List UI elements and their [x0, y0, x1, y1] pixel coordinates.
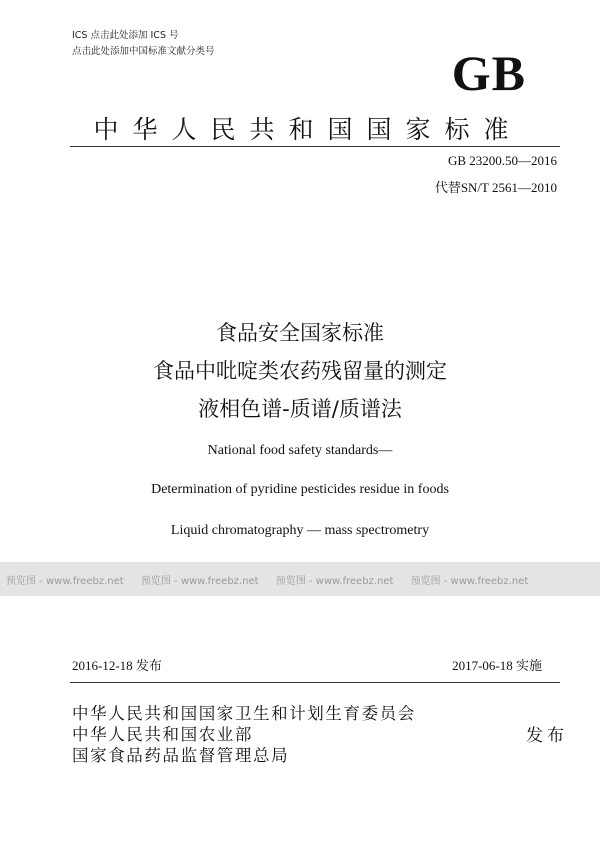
- watermark-text: 预览图 - www.freebz.net: [275, 575, 394, 587]
- ccs-label: 点击此处添加中国标准文献分类号: [72, 46, 215, 57]
- replaces-standard: 代替SN/T 2561—2010: [434, 180, 557, 195]
- issuer-line-3: 国家食品药品监督管理总局: [72, 746, 290, 765]
- en-title-line-2: Determination of pyridine pesticides residue in foods: [151, 482, 449, 497]
- ics-label: ICS 点击此处添加 ICS 号: [72, 30, 179, 41]
- cn-title-line-2: 食品中吡啶类农药残留量的测定: [153, 359, 447, 383]
- standard-number: GB 23200.50—2016: [447, 153, 557, 168]
- top-divider: [70, 146, 560, 147]
- issuer-line-2: 中华人民共和国农业部: [72, 725, 253, 744]
- watermark-text: 预览图 - www.freebz.net: [140, 575, 259, 587]
- gb-logo: GB: [451, 45, 526, 101]
- cn-title-line-1: 食品安全国家标准: [216, 321, 384, 345]
- en-title-line-1: National food safety standards—: [207, 443, 393, 458]
- cn-title-line-3: 液相色谱-质谱/质谱法: [198, 397, 402, 421]
- bottom-divider: [70, 682, 560, 683]
- implementation-date: 2017-06-18 实施: [452, 658, 542, 673]
- issue-date: 2016-12-18 发布: [72, 658, 162, 673]
- watermark-text: 预览图 - www.freebz.net: [6, 575, 124, 587]
- national-standard-title: 中华人民共和国国家标准: [93, 115, 523, 144]
- watermark-text: 预览图 - www.freebz.net: [410, 575, 529, 587]
- issue-word: 发布: [526, 726, 568, 746]
- en-title-line-3: Liquid chromatography — mass spectrometry: [170, 523, 430, 538]
- watermark-band: [0, 562, 600, 596]
- issuer-line-1: 中华人民共和国国家卫生和计划生育委员会: [72, 704, 416, 723]
